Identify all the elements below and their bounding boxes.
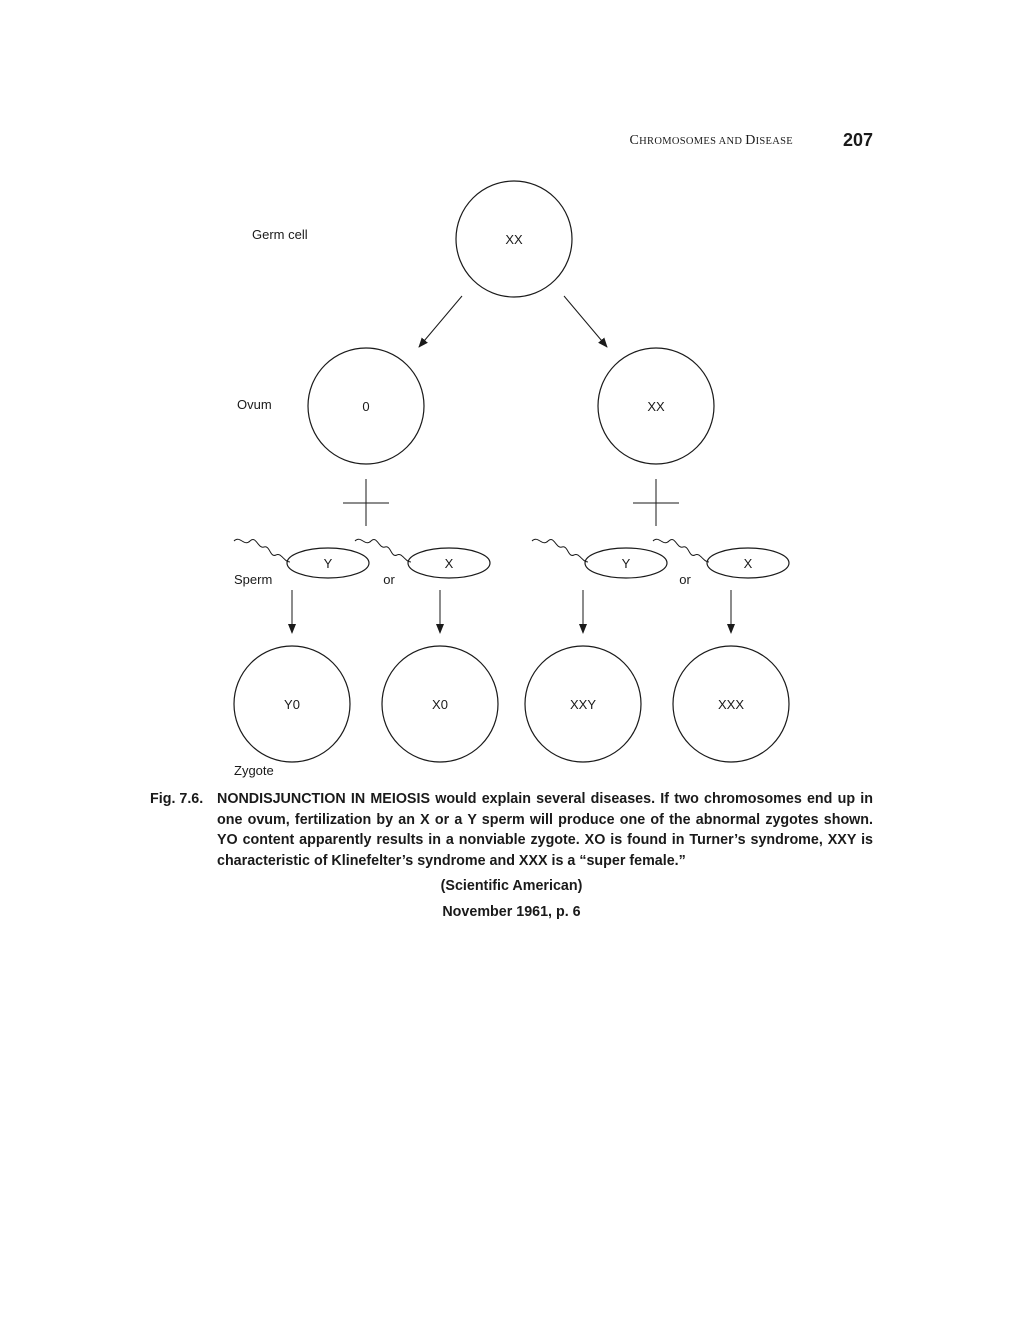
ovum-right bbox=[598, 348, 714, 464]
ovum-left bbox=[308, 348, 424, 464]
page-number: 207 bbox=[842, 130, 873, 150]
figure-caption bbox=[150, 789, 873, 871]
figure-label: Fig. 7.6. bbox=[150, 791, 204, 807]
plus-sign-right bbox=[633, 479, 679, 526]
ovum-right-content: XX bbox=[647, 399, 665, 414]
or-label-right: or bbox=[679, 572, 691, 587]
arrow-to-ovum-left bbox=[419, 296, 462, 347]
sperm-label: Sperm bbox=[234, 572, 273, 587]
zygote-label: Zygote bbox=[234, 763, 274, 778]
source-publication: (Scientific American) bbox=[440, 878, 583, 894]
zygote-3-content: XXY bbox=[569, 697, 597, 712]
sperm-x-left bbox=[355, 539, 490, 578]
zygote-3 bbox=[525, 646, 641, 762]
or-label-left: or bbox=[383, 572, 395, 587]
sperm-x-right-content: X bbox=[743, 556, 753, 571]
ovum-label: Ovum bbox=[237, 397, 272, 412]
zygote-2 bbox=[382, 646, 498, 762]
sperm-x-right bbox=[653, 539, 789, 578]
running-header: CHROMOSOMES AND DISEASE bbox=[629, 133, 793, 148]
sperm-y-left-content: Y bbox=[323, 556, 333, 571]
sperm-y-right bbox=[532, 539, 667, 578]
plus-sign-left bbox=[343, 479, 389, 526]
germ-cell-label: Germ cell bbox=[252, 227, 308, 242]
figure-caption-text: NONDISJUNCTION IN MEIOSIS would explain several diseases. If two chromosomes end up in one ovum, fertilization by an X or a Y sperm will produce one of the abnormal zygotes shown. YO content apparently results in a nonviable zygote. XO is found in Turner’s syndrome, XXY is characteristic of Klinefelter’s syndrome and XXX is a “super female.” bbox=[217, 791, 873, 869]
sperm-x-left-content: X bbox=[444, 556, 454, 571]
zygote-1-content: Y0 bbox=[284, 697, 300, 712]
ovum-left-content: 0 bbox=[362, 399, 370, 414]
zygote-2-content: X0 bbox=[432, 697, 448, 712]
zygote-1 bbox=[234, 646, 350, 762]
arrow-to-ovum-right bbox=[564, 296, 607, 347]
germ-cell-content: XX bbox=[505, 232, 523, 247]
zygote-4 bbox=[673, 646, 789, 762]
sperm-y-right-content: Y bbox=[621, 556, 631, 571]
zygote-4-content: XXX bbox=[717, 697, 745, 712]
source-date: November 1961, p. 6 bbox=[442, 904, 581, 920]
germ-cell bbox=[456, 181, 572, 297]
